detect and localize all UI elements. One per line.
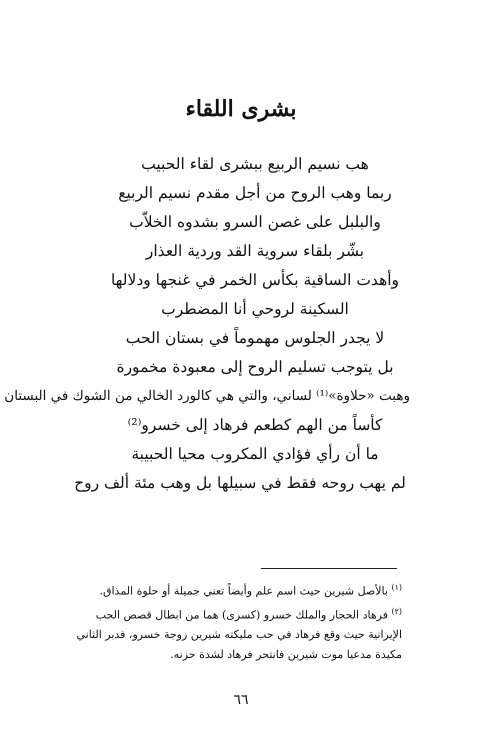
verse-line: لم يهب روحه فقط في سبيلها بل وهب مئة ألف روح [74, 474, 406, 492]
poem-title: بشرى اللقاء [185, 96, 297, 122]
poem-verses [4, 150, 410, 498]
footnote-separator [261, 568, 397, 569]
verse-line: ما أن رأي فؤادي المكروب محيا الحبيبة [131, 445, 379, 463]
verse-line: كأساً من الهم كطعم فرهاد إلى خسرو⁽²⁾ [127, 416, 383, 434]
verse-line: بل يتوجب تسليم الروح إلى معبودة مخمورة [116, 358, 394, 376]
footnote-marker: (٢) [391, 606, 402, 616]
footnotes [72, 578, 402, 665]
footnote-1 [72, 578, 402, 602]
verse-line: والبلبل على غصن السرو بشدوه الخلاّب [129, 213, 381, 231]
verse-line: وهبت «حلاوة»⁽¹⁾ لساني، والتي هي كالورد الخالي من الشوك في البستان [4, 388, 410, 404]
page-number: ٦٦ [233, 692, 249, 708]
footnote-2 [72, 602, 402, 626]
footnote-marker: (١) [391, 583, 402, 592]
footnote-text: بالأصل شيرين حيث اسم علم وأيضاً تعني جميلة أو حلوة المذاق. [99, 584, 388, 598]
verse-line: السكينة لروحي أنا المضطرب [161, 300, 349, 318]
verse-line: بشّر بلقاء سروية القد وردية العذار [145, 242, 365, 260]
footnote-2-continuation: الإيرانية حيث وقع فرهاد في حب مليكته شيرين زوجة خسرو، فدبر الثاني [76, 628, 402, 642]
verse-line: هب نسيم الربيع ببشرى لقاء الحبيب [141, 155, 369, 173]
verse-line: ربما وهب الروح من أجل مقدم نسيم الربيع [118, 184, 392, 202]
footnote-2-continuation: مكيدة مدعيا موت شيرين فانتحر فرهاد لشدة حزنه. [170, 648, 402, 662]
verse-line: وأهدت الساقية بكأس الخمر في غنجها ودلالها [110, 271, 400, 289]
verse-line: لا يجدر الجلوس مهموماً في بستان الحب [125, 329, 385, 347]
footnote-text: فرهاد الحجار والملك خسرو (كسرى) هما من ابطال قصص الحب [95, 608, 388, 622]
